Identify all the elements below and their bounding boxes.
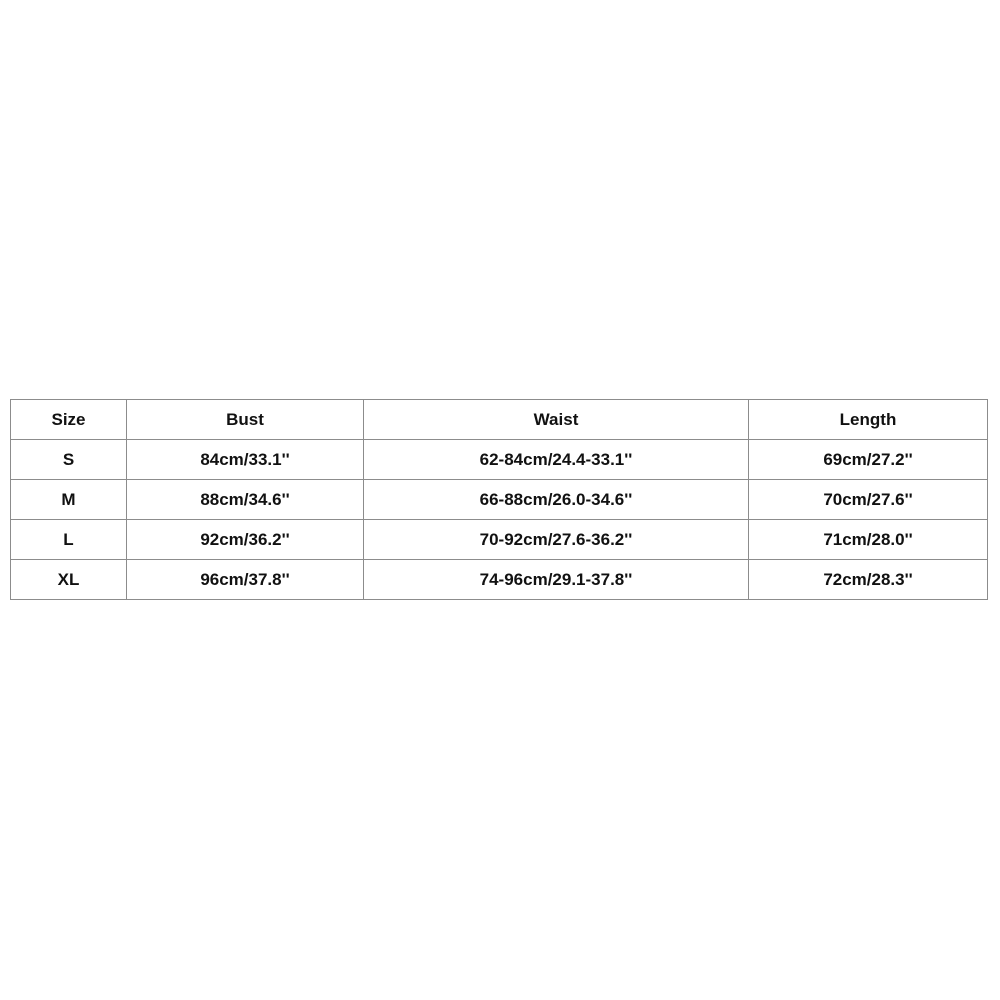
cell-length: 69cm/27.2'' (749, 440, 988, 480)
table-header-row (11, 400, 988, 440)
table-row (11, 440, 988, 480)
cell-waist: 70-92cm/27.6-36.2'' (364, 520, 749, 560)
cell-size: M (11, 480, 127, 520)
cell-bust: 84cm/33.1'' (127, 440, 364, 480)
header-length: Length (749, 400, 988, 440)
cell-size: XL (11, 560, 127, 600)
cell-bust: 96cm/37.8'' (127, 560, 364, 600)
cell-bust: 88cm/34.6'' (127, 480, 364, 520)
cell-waist: 66-88cm/26.0-34.6'' (364, 480, 749, 520)
cell-length: 72cm/28.3'' (749, 560, 988, 600)
cell-size: S (11, 440, 127, 480)
cell-bust: 92cm/36.2'' (127, 520, 364, 560)
header-bust: Bust (127, 400, 364, 440)
header-size: Size (11, 400, 127, 440)
cell-waist: 62-84cm/24.4-33.1'' (364, 440, 749, 480)
table-row (11, 560, 988, 600)
cell-waist: 74-96cm/29.1-37.8'' (364, 560, 749, 600)
table-row (11, 520, 988, 560)
cell-size: L (11, 520, 127, 560)
table-row (11, 480, 988, 520)
cell-length: 70cm/27.6'' (749, 480, 988, 520)
size-chart-table (10, 399, 988, 600)
cell-length: 71cm/28.0'' (749, 520, 988, 560)
header-waist: Waist (364, 400, 749, 440)
